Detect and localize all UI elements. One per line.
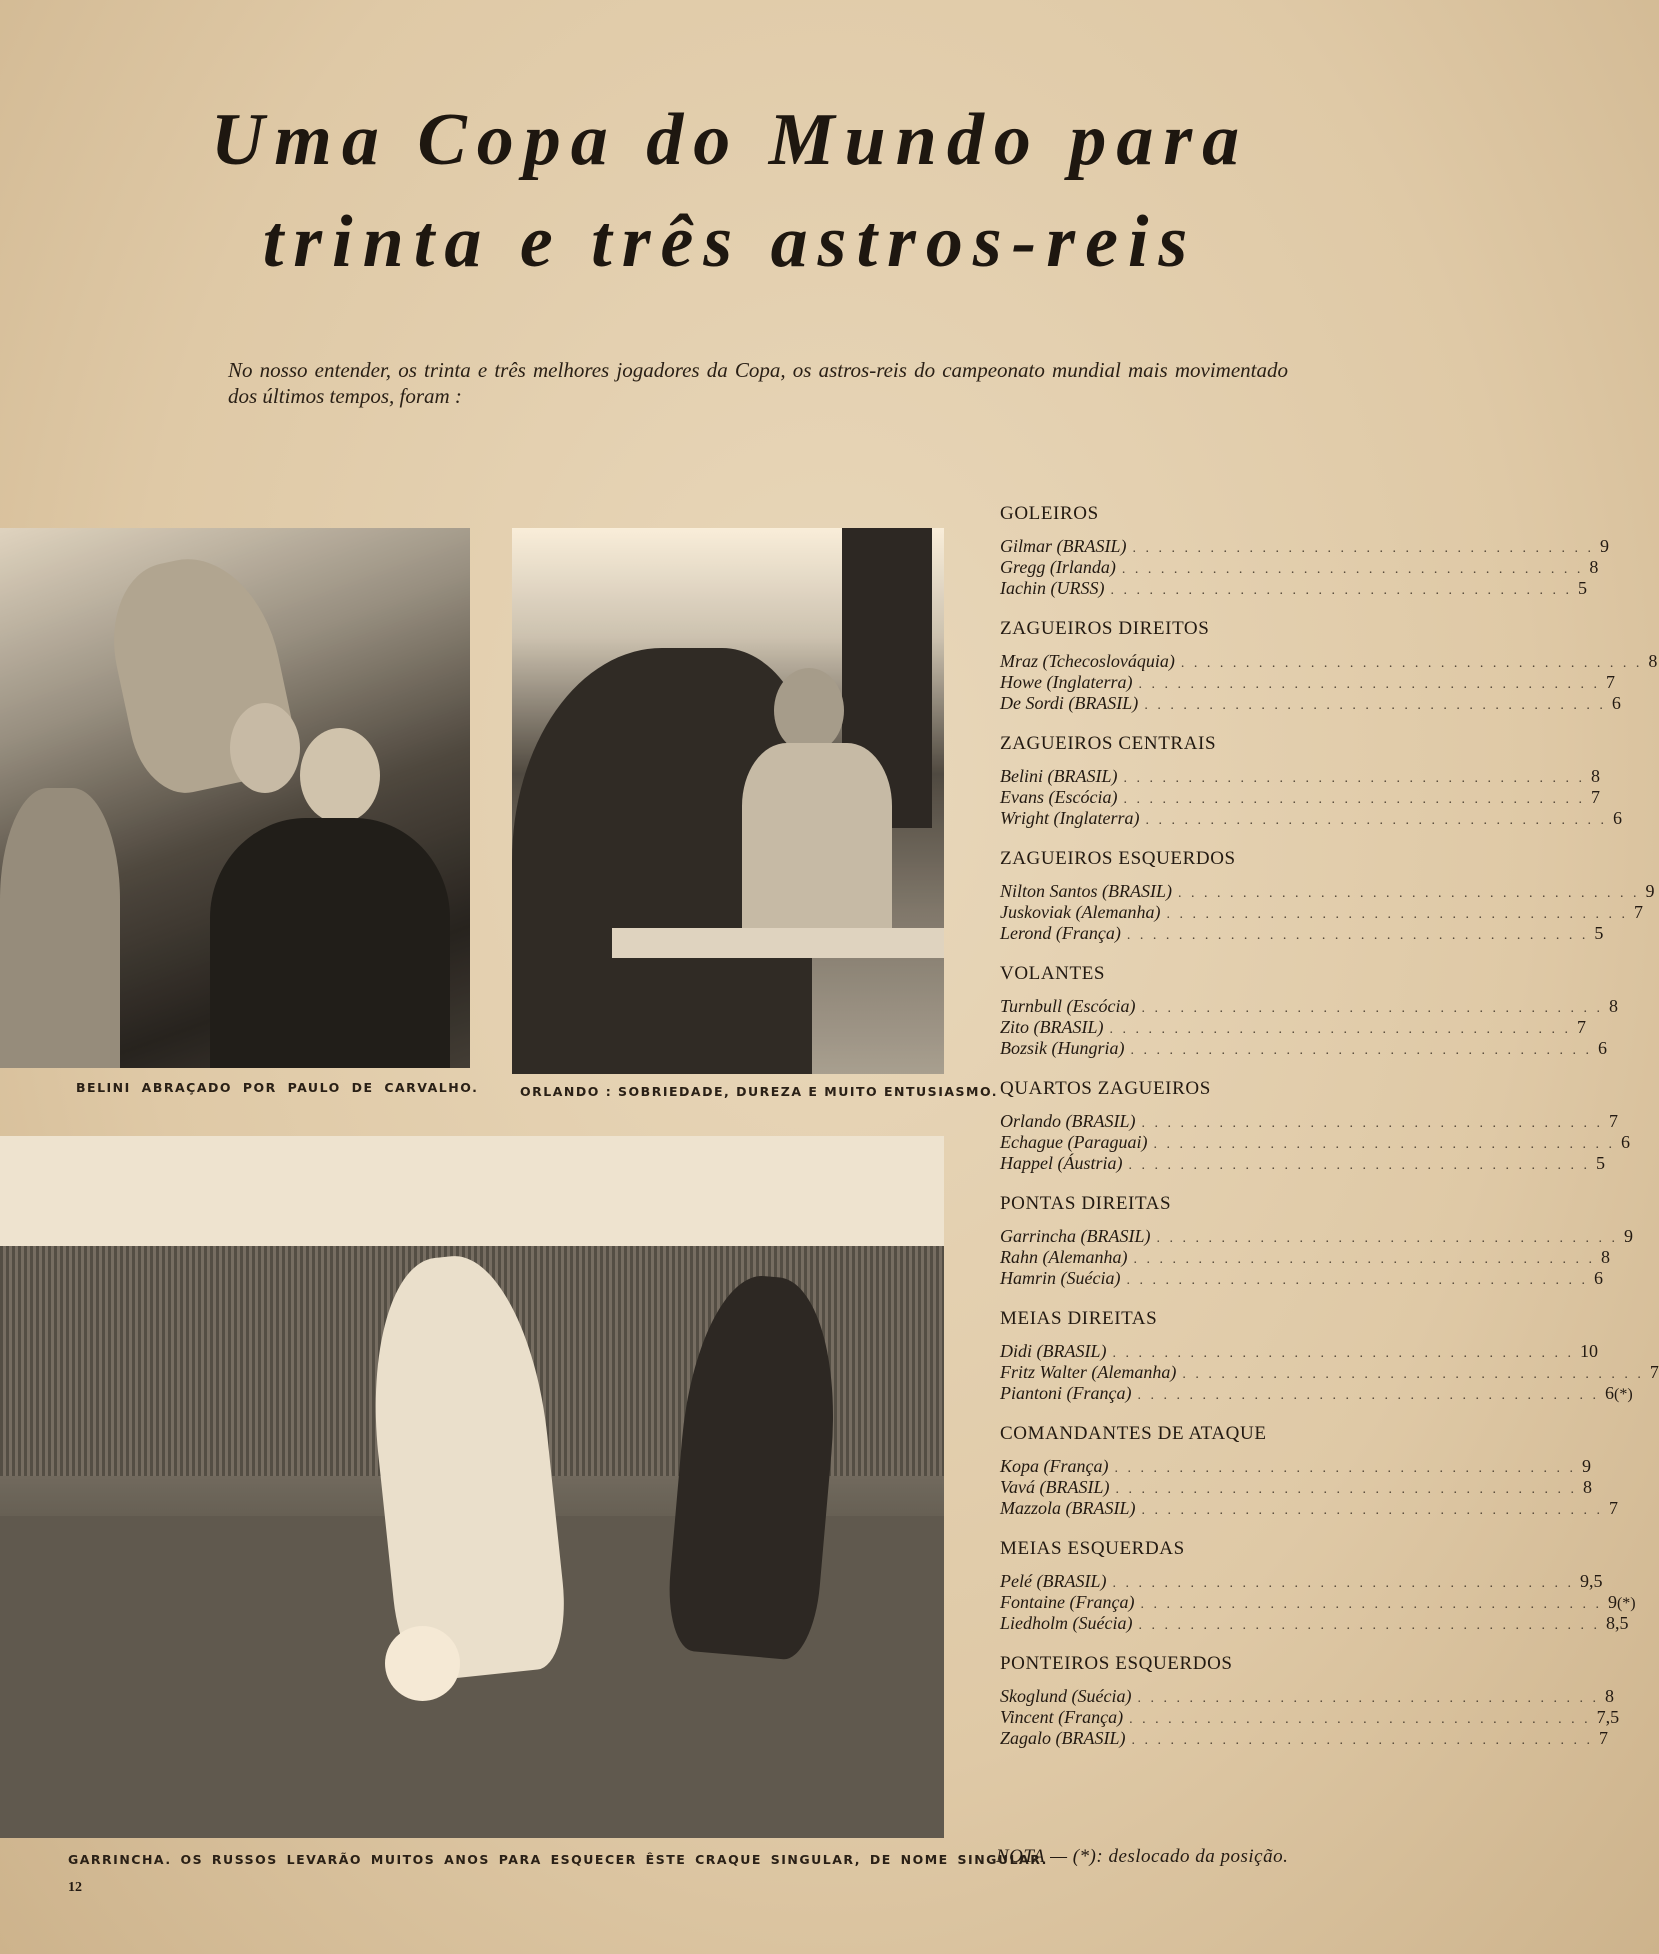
head-shape [774,668,844,753]
head-shape [230,703,300,793]
player-name: Turnbull (Escócia) [1000,996,1136,1016]
player-row [1000,1268,1603,1289]
caption-orlando: ORLANDO : SOBRIEDADE, DUREZA E MUITO ENTUSIASMO. [520,1084,999,1099]
dot-leader: . . . . . . . . . . . . . . . . . . . . . . . . . . . . . . . . . . . . [1180,656,1643,671]
dot-leader: . . . . . . . . . . . . . . . . . . . . . . . . . . . . . . . . . . . . [1130,1043,1592,1058]
dot-leader: . . . . . . . . . . . . . . . . . . . . . . . . . . . . . . . . . . . . [1140,1597,1602,1612]
sky-shape [0,1136,944,1246]
player-score: 6 [1611,693,1621,713]
dot-leader: . . . . . . . . . . . . . . . . . . . . . . . . . . . . . . . . . . . . [1131,1733,1593,1748]
dot-leader: . . . . . . . . . . . . . . . . . . . . . . . . . . . . . . . . . . . . [1138,677,1600,692]
category-heading: GOLEIROS [1000,503,1099,524]
dot-leader: . . . . . . . . . . . . . . . . . . . . . . . . . . . . . . . . . . . . [1144,698,1606,713]
category-heading: QUARTOS ZAGUEIROS [1000,1078,1211,1099]
player-name: Piantoni (França) [1000,1383,1132,1403]
player-row [1000,923,1604,944]
player-name: Howe (Inglaterra) [1000,672,1133,692]
player-row [1000,996,1618,1017]
player-score: 8 [1582,1477,1592,1497]
player-score: 10 [1579,1341,1598,1361]
player-name: Zito (BRASIL) [1000,1017,1104,1037]
category-group [1000,1652,1620,1749]
dot-leader: . . . . . . . . . . . . . . . . . . . . . . . . . . . . . . . . . . . . [1141,1001,1603,1016]
player-name: Juskoviak (Alemanha) [1000,902,1161,922]
page-number: 12 [68,1880,82,1895]
title-line-2: trinta e três astros-reis [262,201,1198,283]
player-shape [742,743,892,953]
player-name: Echague (Paraguai) [1000,1132,1148,1152]
photo-belini [0,528,470,1068]
category-group [1000,732,1622,829]
category-group [1000,502,1609,599]
player-score: 8 [1648,651,1658,671]
dot-leader: . . . . . . . . . . . . . . . . . . . . . . . . . . . . . . . . . . . . [1141,1116,1603,1131]
dot-leader: . . . . . . . . . . . . . . . . . . . . . . . . . . . . . . . . . . . . [1156,1231,1618,1246]
caption-garrincha: GARRINCHA. OS RUSSOS LEVARÃO MUITOS ANOS PARA ESQUECER ÊSTE CRAQUE SINGULAR, DE NOME SINGULAR. [68,1852,1048,1867]
category-heading: ZAGUEIROS CENTRAIS [1000,733,1217,754]
dot-leader: . . . . . . . . . . . . . . . . . . . . . . . . . . . . . . . . . . . . [1112,1346,1574,1361]
player-score: 9 [1645,881,1655,901]
player-score: 9 [1581,1456,1591,1476]
player-score: 9 [1607,1592,1617,1612]
player-row [1000,1592,1636,1613]
player-row [1000,557,1599,578]
category-group [1000,1192,1633,1289]
player-score: 9 [1623,1226,1633,1246]
player-name: Vincent (França) [1000,1707,1124,1727]
player-row [1000,1017,1586,1038]
category-group [1000,1077,1630,1174]
player-row [1000,902,1643,923]
ball-shape [385,1626,460,1701]
dot-leader: . . . . . . . . . . . . . . . . . . . . . . . . . . . . . . . . . . . . [1109,1022,1571,1037]
bench-shape [612,928,944,958]
category-heading: COMANDANTES DE ATAQUE [1000,1423,1267,1444]
player-name: Didi (BRASIL) [1000,1341,1107,1361]
player-name: Pelé (BRASIL) [1000,1571,1107,1591]
player-name: Lerond (França) [1000,923,1121,943]
category-heading: PONTAS DIREITAS [1000,1193,1172,1214]
category-heading: ZAGUEIROS DIREITOS [1000,618,1210,639]
player-row [1000,1341,1598,1362]
player-score: 7 [1608,1111,1618,1131]
player-score: 7 [1633,902,1643,922]
player-row [1000,536,1609,557]
category-heading: PONTEIROS ESQUERDOS [1000,1653,1233,1674]
player-score: 9,5 [1579,1571,1603,1591]
dot-leader: . . . . . . . . . . . . . . . . . . . . . . . . . . . . . . . . . . . . [1112,1576,1574,1591]
dot-leader: . . . . . . . . . . . . . . . . . . . . . . . . . . . . . . . . . . . . [1126,928,1589,943]
player-score: 5 [1595,1153,1605,1173]
player-row [1000,1571,1603,1592]
player-score: 9 [1599,536,1609,556]
player-score: 8,5 [1605,1613,1629,1633]
player-score: 6 [1620,1132,1630,1152]
caption-belini: BELINI ABRAÇADO POR PAULO DE CARVALHO. [76,1080,479,1095]
player-name: Belini (BRASIL) [1000,766,1118,786]
photo-garrincha [0,1136,944,1838]
player-row [1000,693,1621,714]
player-name: Gilmar (BRASIL) [1000,536,1127,556]
category-heading: MEIAS ESQUERDAS [1000,1538,1185,1559]
category-group [1000,962,1618,1059]
dot-leader: . . . . . . . . . . . . . . . . . . . . . . . . . . . . . . . . . . . . [1182,1367,1644,1382]
player-row [1000,787,1600,808]
category-group [1000,847,1655,944]
intro-paragraph: No nosso entender, os trinta e três melhores jogadores da Copa, os astros-reis do campeonato mundial mais movimentado dos últimos tempos, foram : [228,358,1288,408]
person-shape [0,788,120,1068]
player-row [1000,1456,1591,1477]
player-name: Nilton Santos (BRASIL) [1000,881,1172,901]
dot-leader: . . . . . . . . . . . . . . . . . . . . . . . . . . . . . . . . . . . . [1132,541,1594,556]
category-group [1000,1537,1636,1634]
dot-leader: . . . . . . . . . . . . . . . . . . . . . . . . . . . . . . . . . . . . [1121,562,1584,577]
dot-leader: . . . . . . . . . . . . . . . . . . . . . . . . . . . . . . . . . . . . [1115,1482,1577,1497]
category-heading: VOLANTES [1000,963,1106,984]
dot-leader: . . . . . . . . . . . . . . . . . . . . . . . . . . . . . . . . . . . . [1126,1273,1588,1288]
player-score: 7 [1599,1728,1608,1748]
position-note: (*) [1613,1386,1633,1403]
player-name: Bozsik (Hungria) [1000,1038,1125,1058]
category-group [1000,1422,1618,1519]
dot-leader: . . . . . . . . . . . . . . . . . . . . . . . . . . . . . . . . . . . . [1128,1158,1590,1173]
player-row [1000,1477,1592,1498]
player-score: 8 [1590,766,1600,786]
player-score: 8 [1600,1247,1610,1267]
position-note: (*) [1616,1595,1636,1612]
player-score: 5 [1577,578,1587,598]
player-row [1000,1226,1633,1247]
player-name: Garrincha (BRASIL) [1000,1226,1151,1246]
player-row [1000,766,1600,787]
player-name: De Sordi (BRASIL) [1000,693,1139,713]
category-group [1000,1307,1659,1404]
player-score: 6 [1604,1383,1614,1403]
player-name: Fritz Walter (Alemanha) [1000,1362,1177,1382]
player-score: 7 [1608,1498,1618,1518]
player-score: 7 [1577,1017,1586,1037]
player-row [1000,881,1655,902]
player-score: 8 [1604,1686,1614,1706]
dot-leader: . . . . . . . . . . . . . . . . . . . . . . . . . . . . . . . . . . . . [1141,1503,1603,1518]
player-row [1000,651,1658,672]
dot-leader: . . . . . . . . . . . . . . . . . . . . . . . . . . . . . . . . . . . . [1178,886,1640,901]
player-name: Rahn (Alemanha) [1000,1247,1128,1267]
player-name: Happel (Áustria) [1000,1153,1123,1173]
player-row [1000,1728,1608,1749]
player-name: Liedholm (Suécia) [1000,1613,1133,1633]
player-row [1000,1383,1633,1404]
player-score: 7 [1605,672,1615,692]
player-name: Iachin (URSS) [1000,578,1105,598]
player-name: Hamrin (Suécia) [1000,1268,1121,1288]
player-row [1000,672,1615,693]
category-heading: MEIAS DIREITAS [1000,1308,1158,1329]
player-row [1000,578,1587,599]
rankings-list [1000,502,1659,1767]
title-line-1: Uma Copa do Mundo para [210,99,1250,181]
player-score: 7,5 [1596,1707,1620,1727]
dot-leader: . . . . . . . . . . . . . . . . . . . . . . . . . . . . . . . . . . . . [1129,1712,1591,1727]
player-score: 6 [1613,808,1622,828]
player-row [1000,1247,1610,1268]
category-group [1000,617,1658,714]
player-score: 6 [1593,1268,1603,1288]
player-row [1000,808,1622,829]
player-score: 7 [1649,1362,1659,1382]
player-name: Zagalo (BRASIL) [1000,1728,1126,1748]
player-name: Gregg (Irlanda) [1000,557,1116,577]
player-row [1000,1153,1605,1174]
dot-leader: . . . . . . . . . . . . . . . . . . . . . . . . . . . . . . . . . . . . [1114,1461,1576,1476]
player-row [1000,1498,1618,1519]
player-row [1000,1362,1659,1383]
dot-leader: . . . . . . . . . . . . . . . . . . . . . . . . . . . . . . . . . . . . [1110,583,1572,598]
dot-leader: . . . . . . . . . . . . . . . . . . . . . . . . . . . . . . . . . . . . [1166,907,1628,922]
player-name: Orlando (BRASIL) [1000,1111,1136,1131]
player-name: Evans (Escócia) [1000,787,1118,807]
dot-leader: . . . . . . . . . . . . . . . . . . . . . . . . . . . . . . . . . . . . [1133,1252,1595,1267]
player-score: 8 [1589,557,1599,577]
dot-leader: . . . . . . . . . . . . . . . . . . . . . . . . . . . . . . . . . . . . [1138,1618,1600,1633]
dot-leader: . . . . . . . . . . . . . . . . . . . . . . . . . . . . . . . . . . . . [1153,1137,1615,1152]
player-score: 6 [1598,1038,1607,1058]
player-row [1000,1613,1629,1634]
player-name: Fontaine (França) [1000,1592,1135,1612]
dot-leader: . . . . . . . . . . . . . . . . . . . . . . . . . . . . . . . . . . . . [1137,1388,1599,1403]
dot-leader: . . . . . . . . . . . . . . . . . . . . . . . . . . . . . . . . . . . . [1123,792,1585,807]
dot-leader: . . . . . . . . . . . . . . . . . . . . . . . . . . . . . . . . . . . . [1137,1691,1599,1706]
player-row [1000,1686,1614,1707]
suit-shape [210,818,450,1068]
player-score: 5 [1594,923,1604,943]
player-name: Mraz (Tchecoslováquia) [1000,651,1175,671]
player-score: 7 [1590,787,1600,807]
dot-leader: . . . . . . . . . . . . . . . . . . . . . . . . . . . . . . . . . . . . [1145,813,1607,828]
player-name: Skoglund (Suécia) [1000,1686,1132,1706]
player-row [1000,1132,1630,1153]
player-name: Mazzola (BRASIL) [1000,1498,1136,1518]
dot-leader: . . . . . . . . . . . . . . . . . . . . . . . . . . . . . . . . . . . . [1123,771,1585,786]
player-name: Kopa (França) [1000,1456,1109,1476]
photo-orlando [512,528,944,1074]
player-row [1000,1111,1618,1132]
player-score: 8 [1609,996,1618,1016]
player-name: Wright (Inglaterra) [1000,808,1140,828]
category-heading: ZAGUEIROS ESQUERDOS [1000,848,1236,869]
player-name: Vavá (BRASIL) [1000,1477,1110,1497]
player-row [1000,1038,1607,1059]
head-shape [300,728,380,823]
footnote: NOTA — (*): deslocado da posição. [996,1846,1289,1867]
player-row [1000,1707,1620,1728]
